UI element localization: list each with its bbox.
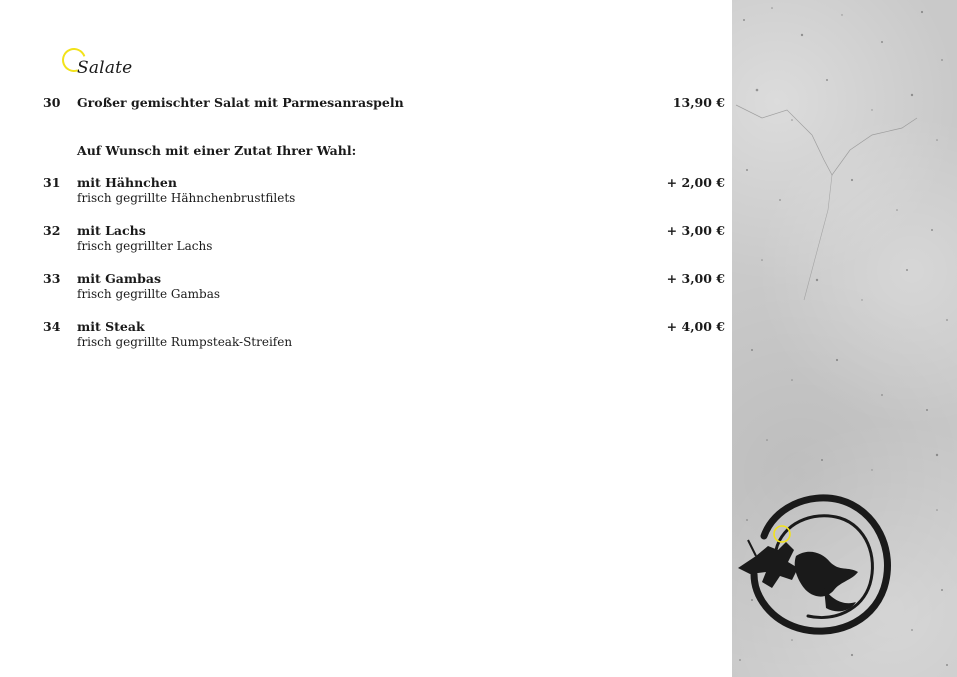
option-note: Auf Wunsch mit einer Zutat Ihrer Wahl: [77, 143, 357, 158]
item-price: + 2,00 € [666, 175, 725, 190]
item-description: frisch gegrillte Gambas [77, 287, 221, 301]
item-number: 32 [43, 223, 61, 238]
dragon-knight-emblem-icon [736, 490, 891, 635]
item-number: 30 [43, 95, 61, 110]
item-name: mit Lachs [77, 223, 146, 238]
item-number: 31 [43, 175, 61, 190]
item-price: + 3,00 € [666, 223, 725, 238]
item-description: frisch gegrillte Hähnchenbrustfilets [77, 191, 296, 205]
item-price: + 4,00 € [666, 319, 725, 334]
item-name: Großer gemischter Salat mit Parmesanraspeln [77, 95, 404, 110]
section-header [62, 48, 182, 82]
item-price: + 3,00 € [666, 271, 725, 286]
item-description: frisch gegrillte Rumpsteak-Streifen [77, 335, 293, 349]
item-price: 13,90 € [672, 95, 725, 110]
item-name: mit Hähnchen [77, 175, 177, 190]
item-number: 33 [43, 271, 61, 286]
item-name: mit Gambas [77, 271, 161, 286]
item-name: mit Steak [77, 319, 145, 334]
section-title: Salate [77, 58, 133, 78]
item-number: 34 [43, 319, 61, 334]
item-description: frisch gegrillter Lachs [77, 239, 213, 253]
